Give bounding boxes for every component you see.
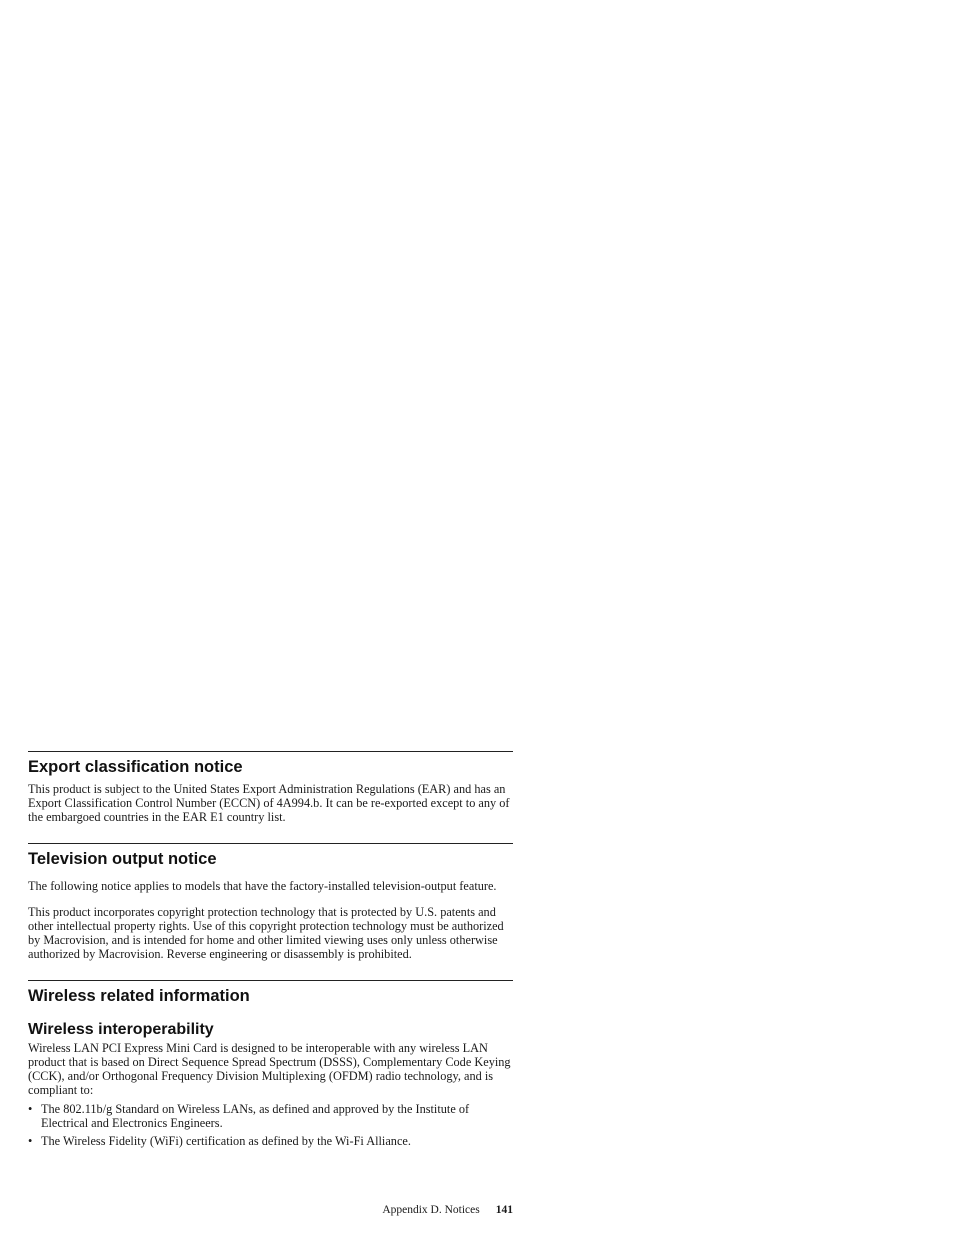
page-footer [382, 1203, 513, 1217]
page-content [28, 751, 513, 1152]
paragraph: The following notice applies to models that have the factory-installed television-output feature. [28, 879, 497, 893]
section-heading: Export classification notice [28, 758, 243, 776]
list-item-text: The 802.11b/g Standard on Wireless LANs, as defined and approved by the Institute of Electrical and Electronics Engineers. [41, 1102, 470, 1130]
paragraph: Wireless LAN PCI Express Mini Card is designed to be interoperable with any wireless LAN product that is based on Direct Sequence Spread Spectrum (DSSS), Complementary Code Keying (CCK), and/or Orthogonal Frequency Division Multiplexing (OFDM) radio technology, and is compliant to: [28, 1041, 511, 1097]
paragraph: This product is subject to the United States Export Administration Regulations (EAR) and has an Export Classification Control Number (ECCN) of 4A994.b. It can be re-exported except to any of the embargoed countries in the EAR E1 country list. [28, 782, 510, 824]
paragraph: This product incorporates copyright protection technology that is protected by U.S. patents and other intellectual property rights. Use of this copyright protection technology must be authorized by Macrovision, and is intended for home and other limited viewing uses only unless otherwise authorized by Macrovision. Reverse engineering or disassembly is prohibited. [28, 905, 504, 961]
section-heading: Television output notice [28, 850, 217, 868]
subsection-heading: Wireless interoperability [28, 1021, 214, 1038]
footer-label: Appendix D. Notices [382, 1204, 480, 1216]
list-item [28, 1102, 513, 1130]
section-heading: Wireless related information [28, 987, 250, 1005]
bullet-icon: • [28, 1134, 33, 1148]
page-number: 141 [495, 1204, 513, 1216]
list-item [28, 1134, 513, 1148]
section-wireless-information [28, 980, 513, 1148]
section-television-output [28, 843, 513, 961]
bullet-list [28, 1102, 513, 1148]
bullet-icon: • [28, 1102, 33, 1116]
section-export-classification [28, 751, 513, 824]
list-item-text: The Wireless Fidelity (WiFi) certification as defined by the Wi-Fi Alliance. [41, 1134, 411, 1148]
